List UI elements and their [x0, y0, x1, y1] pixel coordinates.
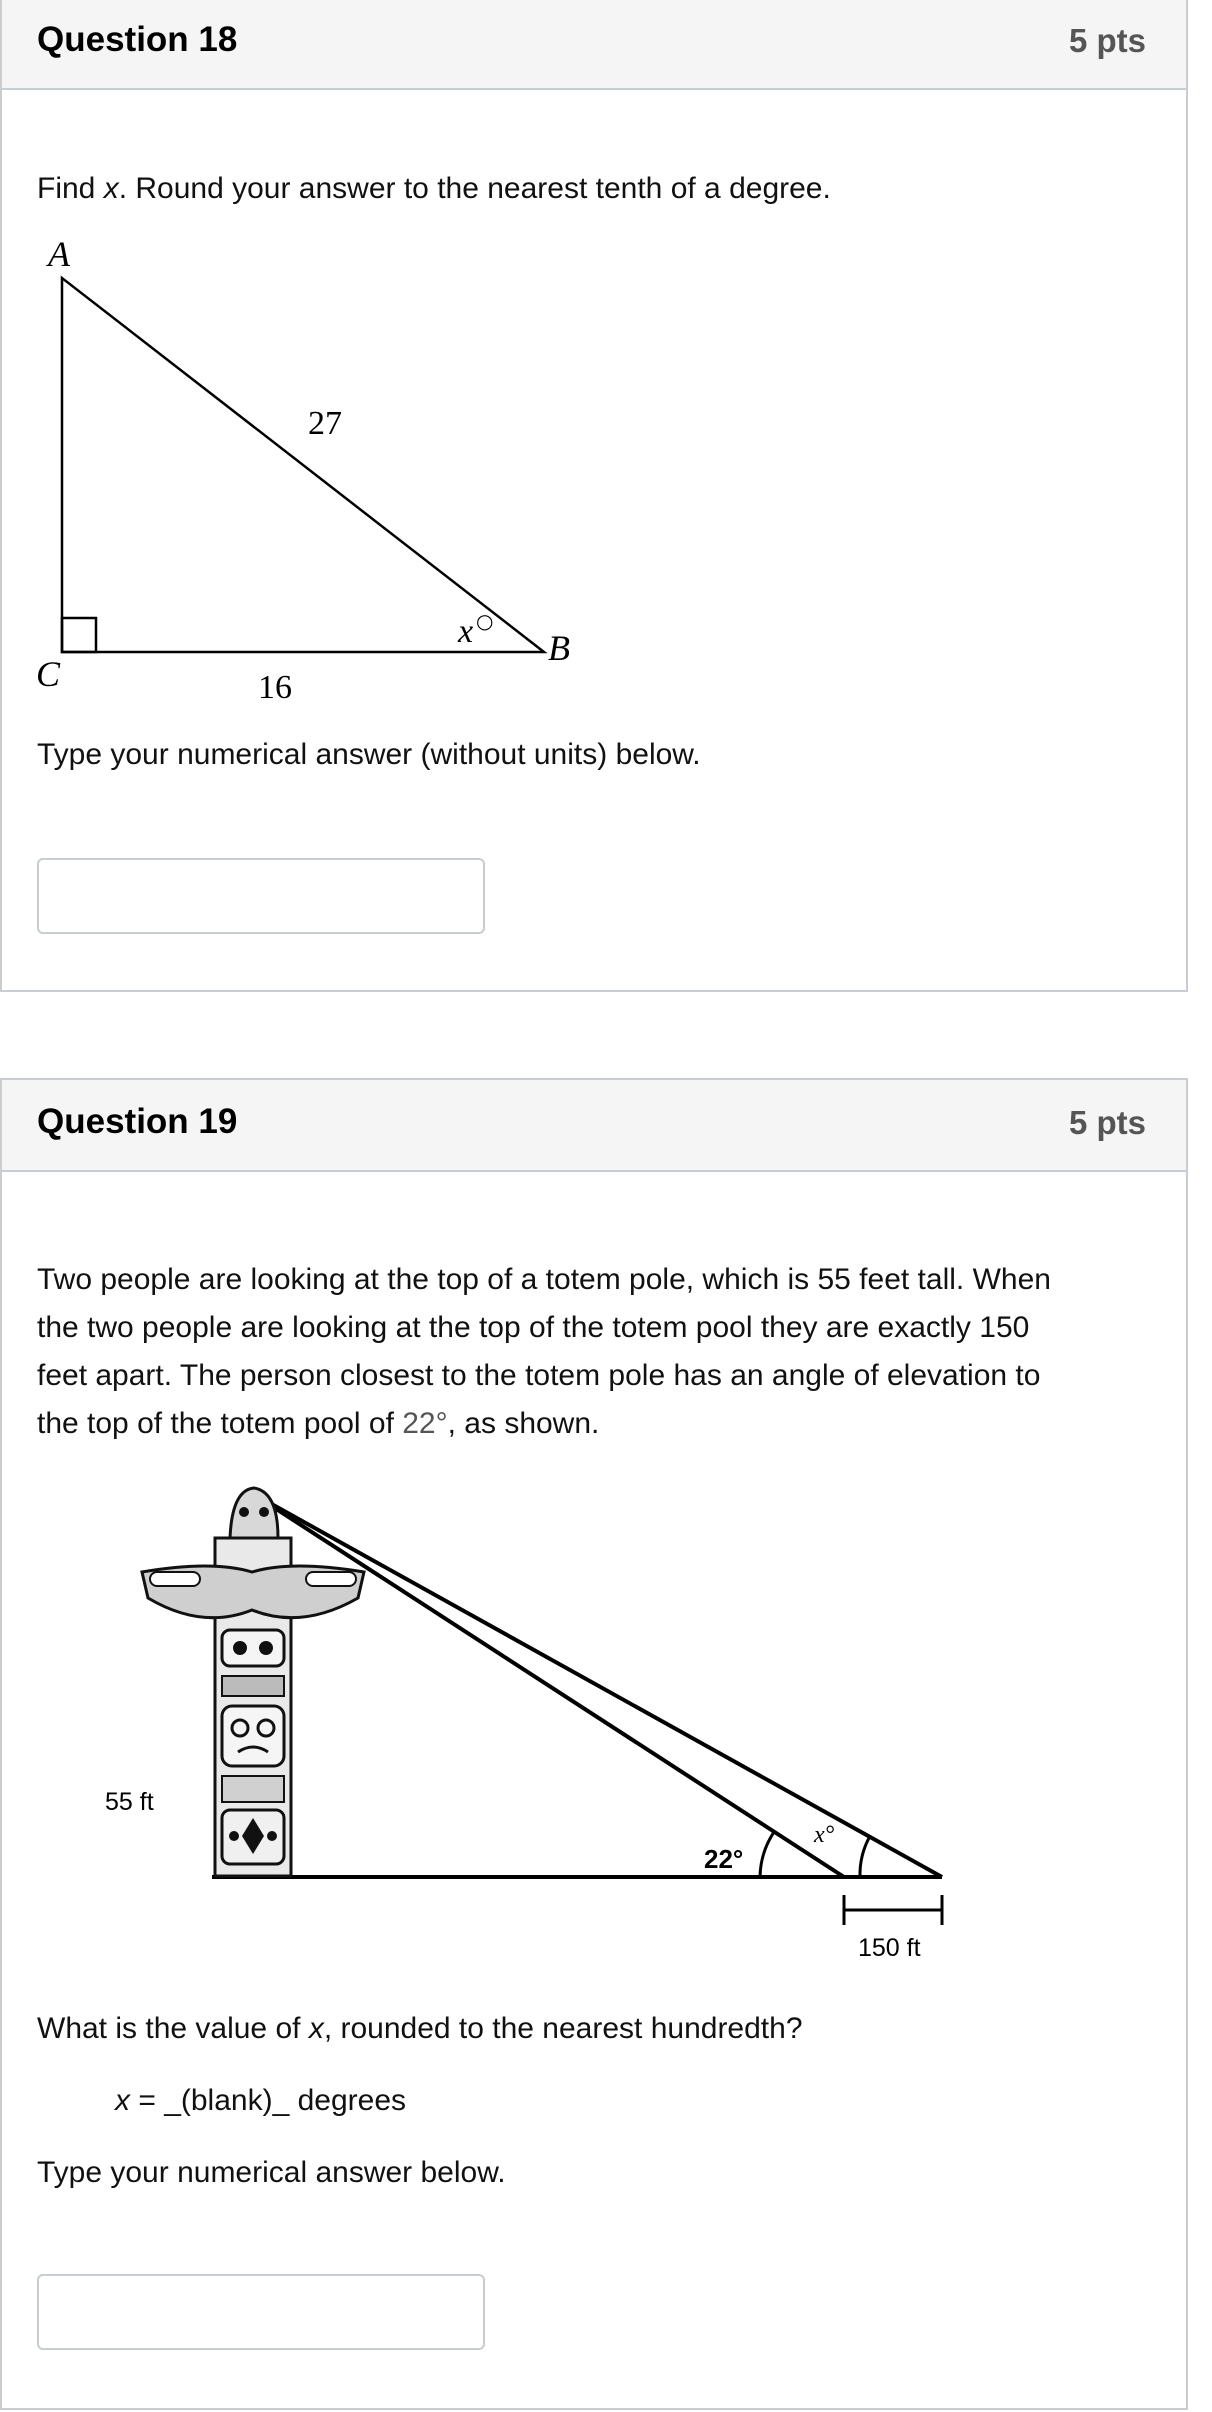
question-18-instruction: Type your numerical answer (without units) below. — [37, 738, 701, 771]
vertex-a-label: A — [48, 234, 70, 274]
question-18-header — [2, 0, 1186, 90]
triangle-shape — [62, 278, 544, 652]
question-19-title: Question 19 — [37, 1102, 238, 1141]
question-19-question: What is the value of x, rounded to the nearest hundredth? — [37, 2012, 803, 2045]
distance-label: 150 ft — [858, 1934, 921, 1962]
angle-x-label: x° — [814, 1822, 835, 1848]
distance-marker — [844, 1895, 942, 1925]
question-18-answer-input[interactable] — [37, 858, 485, 934]
right-triangle-figure — [2, 228, 602, 708]
question-19-card — [0, 1078, 1188, 2410]
right-angle-marker — [62, 618, 96, 652]
question-18-points: 5 pts — [1068, 22, 1146, 59]
angle-22-label: 22° — [704, 1844, 744, 1874]
question-18-prompt: Find x. Round your answer to the nearest tenth of a degree. — [37, 172, 831, 205]
hypotenuse-label: 27 — [308, 405, 342, 442]
vertex-c-label: C — [36, 654, 61, 694]
angle-degree-mark: ○ — [476, 609, 494, 633]
question-18-card — [0, 0, 1188, 992]
question-19-instruction: Type your numerical answer below. — [37, 2156, 506, 2189]
question-19-header — [2, 1080, 1186, 1172]
question-19-equation: x = _(blank)_ degrees — [115, 2084, 407, 2117]
height-label: 55 ft — [105, 1788, 154, 1816]
angle-x-label: x — [458, 613, 474, 650]
angle-x-arc — [860, 1836, 870, 1877]
question-19-prompt: Two people are looking at the top of a totem pole, which is 55 feet tall. When the two people are looking at the top of the totem pool they are exactly 150 feet apart. The person closest to the totem pole has an angle of elevation to the top of the totem pool of 22°, as shown. — [37, 1263, 1051, 1440]
sight-line-near — [250, 1492, 844, 1877]
base-label: 16 — [258, 669, 292, 706]
question-19-answer-input[interactable] — [37, 2274, 485, 2350]
question-18-title: Question 18 — [37, 20, 238, 59]
totem-pole-figure — [2, 1480, 1002, 2040]
vertex-b-label: B — [548, 628, 570, 668]
sight-line-far — [250, 1492, 942, 1877]
angle-22-arc — [760, 1832, 774, 1877]
question-19-points: 5 pts — [1068, 1104, 1146, 1141]
